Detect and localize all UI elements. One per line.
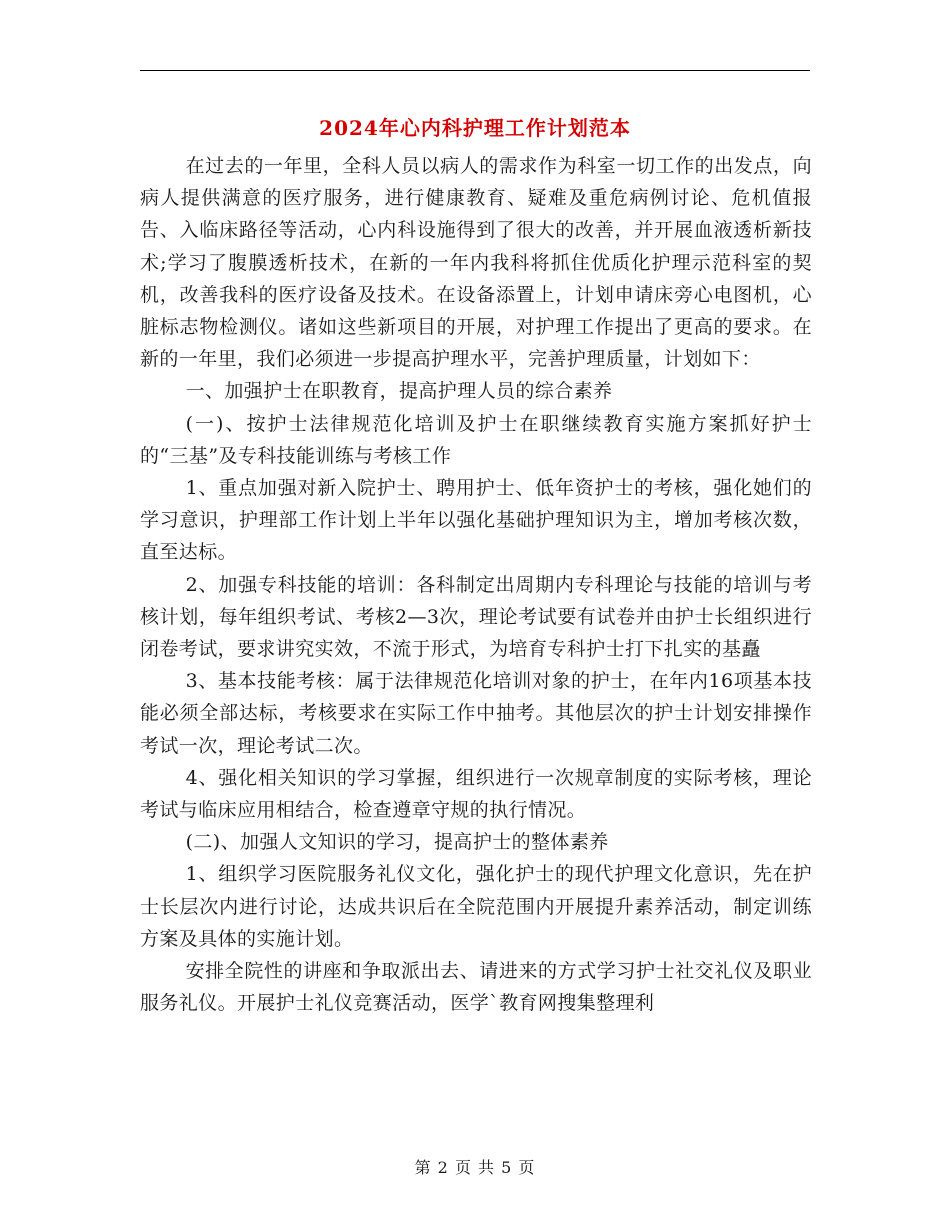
document-title: 2024年心内科护理工作计划范本 xyxy=(319,116,631,140)
header-rule xyxy=(140,70,810,71)
list-item-2: 2、加强专科技能的培训：各科制定出周期内专科理论与技能的培训与考核计划，每年组织考试、考核2—3次，理论考试要有试卷并由护士长组织进行闭卷考试，要求讲究实效，不流于形式，为培育专科护士打下扎实的基矗 xyxy=(140,573,812,661)
paragraph-etiquette: 安排全院性的讲座和争取派出去、请进来的方式学习护士社交礼仪及职业服务礼仪。开展护士礼仪竞赛活动，医学`教育网搜集整理利 xyxy=(140,960,812,1015)
list-item-5: 1、组织学习医院服务礼仪文化，强化护士的现代护理文化意识，先在护士长层次内进行讨论，达成共识后在全院范围内开展提升素养活动，制定训练方案及具体的实施计划。 xyxy=(140,863,812,950)
page-number-footer: 第 2 页 共 5 页 xyxy=(414,1158,536,1177)
list-item-4: 4、强化相关知识的学习掌握，组织进行一次规章制度的实际考核，理论考试与临床应用相结合，检查遵章守规的执行情况。 xyxy=(140,766,812,822)
paragraph-intro: 在过去的一年里，全科人员以病人的需求作为科室一切工作的出发点，向病人提供满意的医疗服务，进行健康教育、疑难及重危病例讨论、危机值报告、入临床路径等活动，心内科设施得到了很大的改善，并开展血液透析新技术;学习了腹膜透析技术，在新的一年内我科将抓住优质化护理示范科室的契机，改善我科的医疗设备及技术。在设备添置上，计划申请床旁心电图机，心脏标志物检测仪。诸如这些新项目的开展，对护理工作提出了更高的要求。在新的一年里，我们必须进一步提高护理水平，完善护理质量，计划如下： xyxy=(140,155,812,371)
document-body xyxy=(140,150,812,1019)
subheading-1-1: (一)、按护士法律规范化培训及护士在职继续教育实施方案抓好护士的“三基”及专科技能训练与考核工作 xyxy=(140,412,812,467)
subheading-1-2: (二)、加强人文知识的学习，提高护士的整体素养 xyxy=(185,831,609,854)
list-item-1: 1、重点加强对新入院护士、聘用护士、低年资护士的考核，强化她们的学习意识，护理部工作计划上半年以强化基础护理知识为主，增加考核次数，直至达标。 xyxy=(140,477,812,564)
heading-section-1: 一、加强护士在职教育，提高护理人员的综合素养 xyxy=(185,380,613,403)
list-item-3: 3、基本技能考核：属于法律规范化培训对象的护士，在年内16项基本技能必须全部达标，考核要求在实际工作中抽考。其他层次的护士计划安排操作考试一次，理论考试二次。 xyxy=(140,670,812,757)
